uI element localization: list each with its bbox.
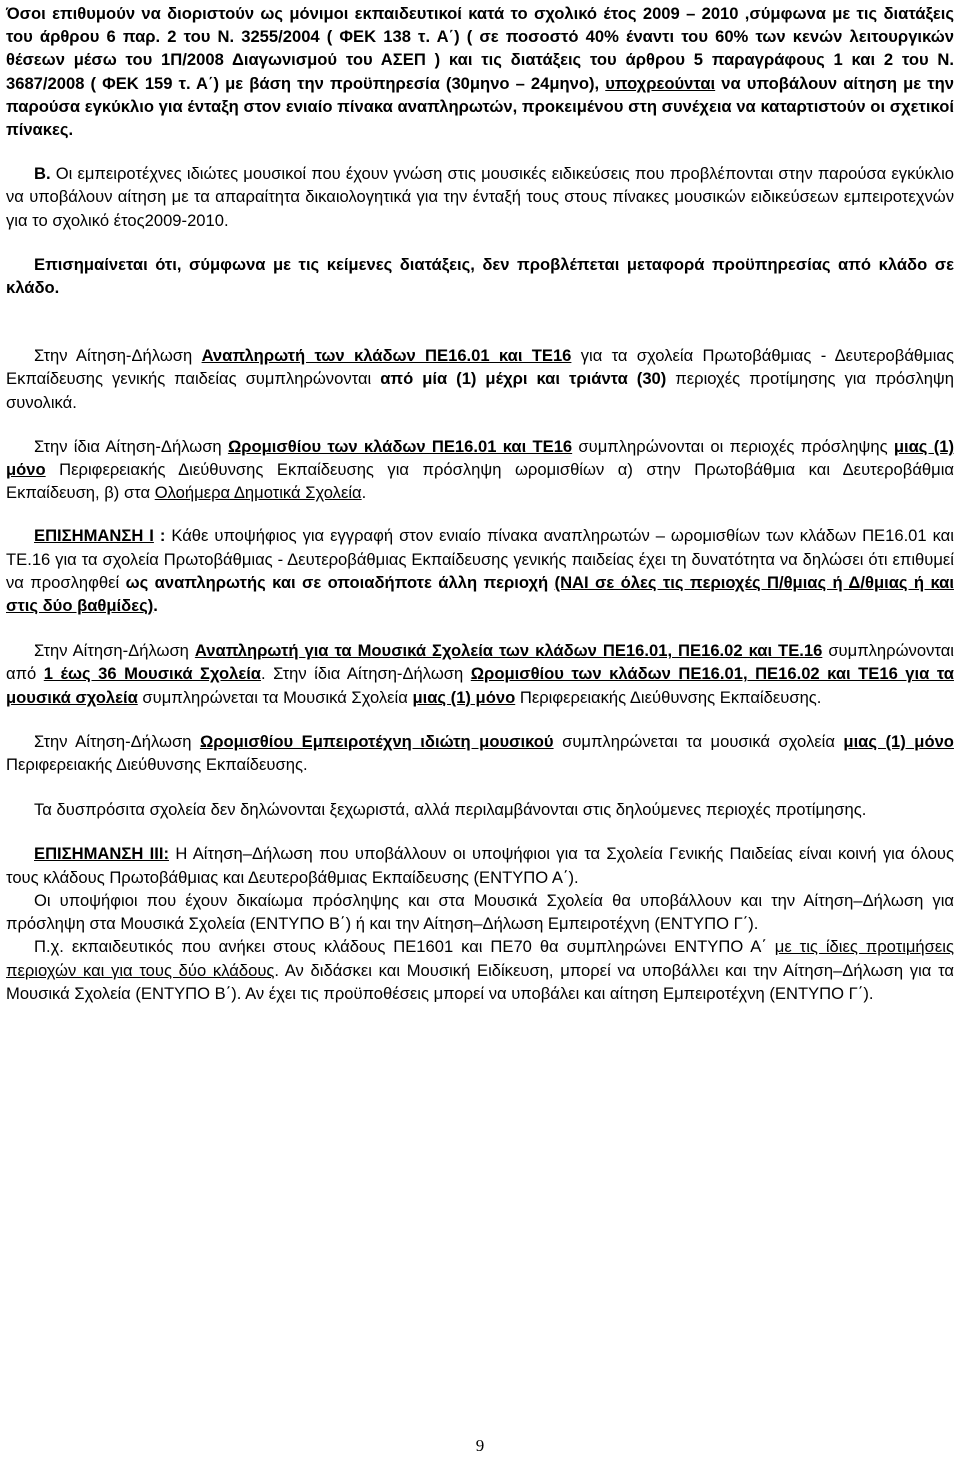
text-span: Τα δυσπρόσιτα σχολεία δεν δηλώνονται ξεχωριστά, αλλά περιλαμβάνονται στις δηλούμενες περιοχές προτίμησης.: [34, 800, 867, 820]
notice-heading: ΕΠΙΣΗΜΑΝΣΗ Ι: [34, 526, 154, 546]
underlined-bold-text: Ωρομισθίου Εμπειροτέχνη ιδιώτη μουσικού: [199, 731, 554, 751]
paragraph-notice-3: [6, 842, 954, 888]
text-span: . Στην ίδια Αίτηση-Δήλωση: [261, 664, 464, 684]
text-span: περιοχές προτίμησης για πρόσληψη συνολικά.: [6, 369, 954, 412]
underlined-bold-text: Ωρομισθίου των κλάδων ΠΕ16.01, ΠΕ16.02 και ΤΕ16 για τα μουσικά σχολεία: [6, 664, 954, 707]
page-number: 9: [475, 1436, 485, 1455]
text-span: Περιφερειακής Διεύθυνσης Εκπαίδευσης.: [519, 687, 822, 707]
paragraph-b-musicians: [6, 162, 954, 232]
text-span: Οι υποψήφιοι που έχουν δικαίωμα πρόσληψης και στα Μουσικά Σχολεία θα υποβάλλουν και την Αίτηση–Δήλωση για πρόσληψη στα Μουσικά Σχολεία (ΕΝΤΥΠΟ Β΄) ή και την Αίτηση–Δήλωση Εμπειροτέχνη (ΕΝΤΥΠΟ Γ΄).: [6, 890, 954, 934]
paragraph-notice-1: [6, 524, 954, 617]
section-letter: Β.: [34, 164, 51, 184]
text-span: Επισημαίνεται ότι, σύμφωνα με τις κείμενες διατάξεις, δεν προβλέπεται μεταφορά προϋπηρεσίας από κλάδο σε κλάδο.: [6, 254, 954, 298]
text-span: Περιφερειακής Διεύθυνσης Εκπαίδευσης.: [6, 755, 308, 775]
text-span: συμπληρώνονται από: [6, 641, 954, 684]
paragraph-eligibility: [6, 2, 954, 141]
paragraph-example: [6, 935, 954, 1005]
paragraph-substitute-application: [6, 344, 954, 414]
text-span: συμπληρώνονται οι περιοχές πρόσληψης: [578, 436, 888, 456]
paragraph-expert-musician: [6, 730, 954, 776]
underlined-bold-text: (ΝΑΙ σε όλες τις περιοχές Π/θμιας ή Δ/θμιας ή και στις δύο βαθμίδες): [6, 572, 954, 616]
paragraph-music-schools: [6, 639, 954, 709]
text-span: . Αν διδάσκει και Μουσική Ειδίκευση, μπορεί να υποβάλλει και την Αίτηση–Δήλωση για τα Μουσικά Σχολεία (ΕΝΤΥΠΟ Β΄). Αν έχει τις προϋποθέσεις μπορεί να υποβάλει και αίτηση Εμπειροτέχνη (ΕΝΤΥΠΟ Γ΄).: [6, 960, 954, 1003]
text-span: .: [361, 483, 367, 503]
underlined-bold-text: 1 έως 36 Μουσικά Σχολεία: [43, 664, 262, 684]
underlined-text: Ολοήμερα Δημοτικά Σχολεία: [154, 483, 362, 503]
underlined-text: με τις ίδιες προτιμήσεις περιοχών και για τους δύο κλάδους: [6, 937, 954, 980]
text-span: για τα σχολεία Πρωτοβάθμιας - Δευτεροβάθμιας Εκπαίδευσης γενικής παιδείας συμπληρώνονται: [6, 346, 954, 389]
text-span: Περιφερειακής Διεύθυνσης Εκπαίδευσης για πρόσληψη ωρομισθίων α) στην Πρωτοβάθμια και Δευτεροβάθμια Εκπαίδευση, β) στα: [6, 460, 954, 503]
text-span: Στην Αίτηση-Δήλωση: [34, 731, 192, 751]
underlined-bold-text: μιας (1) μόνο: [843, 731, 954, 751]
text-span: να υποβάλουν αίτηση με την παρούσα εγκύκλιο για ένταξη στον ενιαίο πίνακα αναπληρωτών, προκειμένου στη συνέχεια να καταρτιστούν οι σχετικοί πίνακες.: [6, 73, 954, 140]
paragraph-remote-schools: [6, 798, 954, 821]
text-span: Στην ίδια Αίτηση-Δήλωση: [34, 436, 222, 456]
text-span: Η Αίτηση–Δήλωση που υποβάλλουν οι υποψήφιοι για τα Σχολεία Γενικής Παιδείας είναι κοινή για όλους τους κλάδους Πρωτοβάθμιας και Δευτεροβάθμιας Εκπαίδευσης (ΕΝΤΥΠΟ Α΄).: [6, 844, 954, 887]
underlined-bold-text: Αναπληρωτή για τα Μουσικά Σχολεία των κλάδων ΠΕ16.01, ΠΕ16.02 και ΤΕ.16: [194, 641, 823, 661]
text-span: συμπληρώνεται τα Μουσικά Σχολεία: [142, 687, 408, 707]
bold-text: ως αναπληρωτής και σε οποιαδήποτε άλλη περιοχή: [125, 572, 549, 592]
text-span: Π.χ. εκπαιδευτικός που ανήκει στους κλάδους ΠΕ1601 και ΠΕ70 θα συμπληρώνει ΕΝΤΥΠΟ Α΄: [34, 937, 767, 957]
text-span: Κάθε υποψήφιος για εγγραφή στον ενιαίο πίνακα αναπληρωτών – ωρομισθίων των κλάδων ΠΕ16.01 και ΤΕ.16 για τα σχολεία Πρωτοβάθμιας - Δευτεροβάθμιας Εκπαίδευσης γενικής παιδείας έχει τη δυνατότητα να δηλώσει ότι επιθυμεί να προσληφθεί: [6, 526, 954, 592]
text-span: Οι εμπειροτέχνες ιδιώτες μουσικοί που έχουν γνώση στις μουσικές ειδικεύσεις που προβλέπονται στην παρούσα εγκύκλιο να υποβάλουν αίτηση με τα απαραίτητα δικαιολογητικά για την ένταξή τους στους πίνακες μουσικών ειδικεύσεων εμπειροτεχνών για το σχολικό έτος2009-2010.: [6, 164, 954, 230]
underlined-text: υποχρεούνται: [605, 73, 716, 93]
bold-text: από μία (1) μέχρι και τριάντα (30): [380, 369, 667, 389]
paragraph-notice-transfer: [6, 253, 954, 299]
text-span: Όσοι επιθυμούν να διοριστούν ως μόνιμοι εκπαιδευτικοί κατά το σχολικό έτος 2009 – 2010 ,σύμφωνα με τις διατάξεις του άρθρου 6 παρ. 2 του Ν. 3255/2004 ( ΦΕΚ 138 τ. Α΄) ( σε ποσοστό 40% έναντι του 60% των κενών λειτουργικών θέσεων μέσω του 1Π/2008 Διαγωνισμού του ΑΣΕΠ ) και τις διατάξεις του άρθρου 5 παραγράφους 1 και 2 του Ν. 3687/2008 ( ΦΕΚ 159 τ. Α΄) με βάση την προϋπηρεσία (30μηνο – 24μηνο),: [6, 4, 954, 93]
paragraph-hourly-application: [6, 435, 954, 505]
underlined-bold-text: Αναπληρωτή των κλάδων ΠΕ16.01 και ΤΕ16: [201, 346, 572, 366]
underlined-bold-text: μιας (1) μόνο: [6, 436, 954, 480]
bold-text: .: [153, 596, 158, 616]
underlined-bold-text: μιας (1) μόνο: [412, 687, 516, 707]
notice-heading: ΕΠΙΣΗΜΑΝΣΗ ΙΙΙ:: [34, 844, 170, 864]
text-span: Στην Αίτηση-Δήλωση: [34, 641, 189, 661]
bold-text: :: [159, 526, 166, 546]
text-span: Στην Αίτηση-Δήλωση: [34, 346, 193, 366]
paragraph-music-candidates: [6, 889, 954, 935]
text-span: συμπληρώνεται τα μουσικά σχολεία: [562, 731, 835, 751]
underlined-bold-text: Ωρομισθίου των κλάδων ΠΕ16.01 και ΤΕ16: [227, 436, 573, 456]
